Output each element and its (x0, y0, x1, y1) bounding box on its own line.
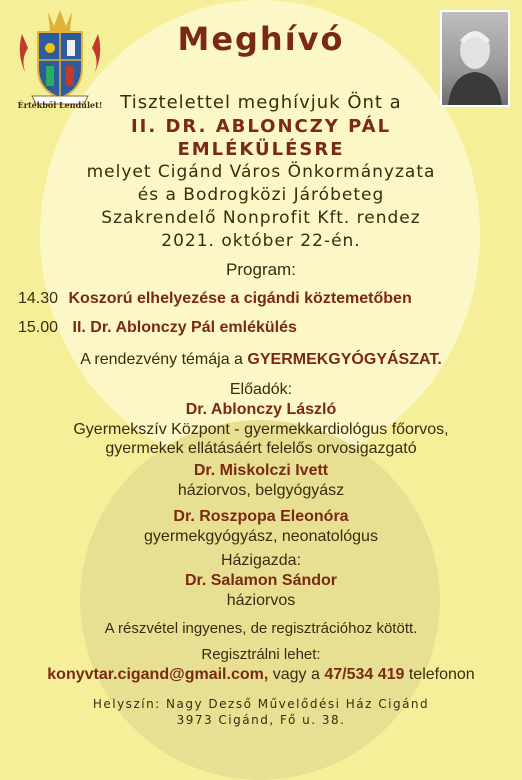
organizer-line1: melyet Cigánd Város Önkormányzata (86, 162, 436, 182)
theme-line (0, 351, 522, 369)
participation-note: A részvétel ingyenes, de regisztrációhoz kötött. (104, 620, 418, 637)
contact-phone[interactable]: 47/534 419 (324, 666, 405, 683)
program-time: 14.30 (18, 290, 59, 307)
venue-line: Helyszín: Nagy Dezső Művelődési Ház Cigánd (92, 697, 430, 711)
speaker-role: háziorvos, belgyógyász (177, 482, 345, 499)
intro-line: Tisztelettel meghívjuk Önt a (120, 92, 402, 113)
event-name-line1: II. DR. ABLONCZY PÁL (130, 116, 392, 137)
contact-or: vagy a (272, 666, 320, 683)
speaker-role: gyermekek ellátásáért felelős orvosigazgató (105, 440, 417, 457)
register-heading: Regisztrálni lehet: (201, 646, 321, 663)
contact-line (0, 666, 522, 684)
contact-phone-suffix: telefonon (408, 666, 475, 683)
program-item (18, 319, 518, 337)
program-text: II. Dr. Ablonczy Pál emlékülés (72, 319, 297, 336)
host-role: háziorvos (226, 592, 296, 609)
speaker-role: gyermekgyógyász, neonatológus (144, 528, 378, 545)
program-time: 15.00 (18, 319, 59, 336)
event-date: 2021. október 22-én. (161, 231, 361, 251)
speaker-name: Dr. Miskolczi Ivett (193, 462, 329, 479)
speaker-name: Dr. Roszpopa Eleonóra (173, 508, 349, 525)
host-name: Dr. Salamon Sándor (184, 572, 338, 589)
organizer-line3: Szakrendelő Nonprofit Kft. rendez (101, 208, 421, 228)
program-heading: Program: (226, 260, 296, 279)
host-heading: Házigazda: (220, 552, 302, 569)
crest-motto: Értékből Lendület! (17, 100, 103, 110)
theme-prefix: A rendezvény témája a (80, 351, 243, 368)
page-title: Meghívó (177, 20, 345, 58)
event-name-line2: EMLÉKÜLÉSRE (177, 139, 345, 160)
speaker-role: Gyermekszív Központ - gyermekkardiológus főorvos, (73, 421, 449, 438)
speaker-name: Dr. Ablonczy László (185, 401, 337, 418)
organizer-line2: és a Bodrogközi Járóbeteg (137, 185, 385, 205)
program-item (18, 290, 518, 308)
program-text: Koszorú elhelyezése a cigándi köztemetőben (68, 290, 412, 307)
contact-email[interactable]: konyvtar.cigand@gmail.com, (47, 666, 269, 683)
speakers-heading: Előadók: (229, 381, 293, 398)
theme-topic: GYERMEKGYÓGYÁSZAT. (247, 351, 442, 368)
address-line: 3973 Cigánd, Fő u. 38. (176, 713, 346, 727)
